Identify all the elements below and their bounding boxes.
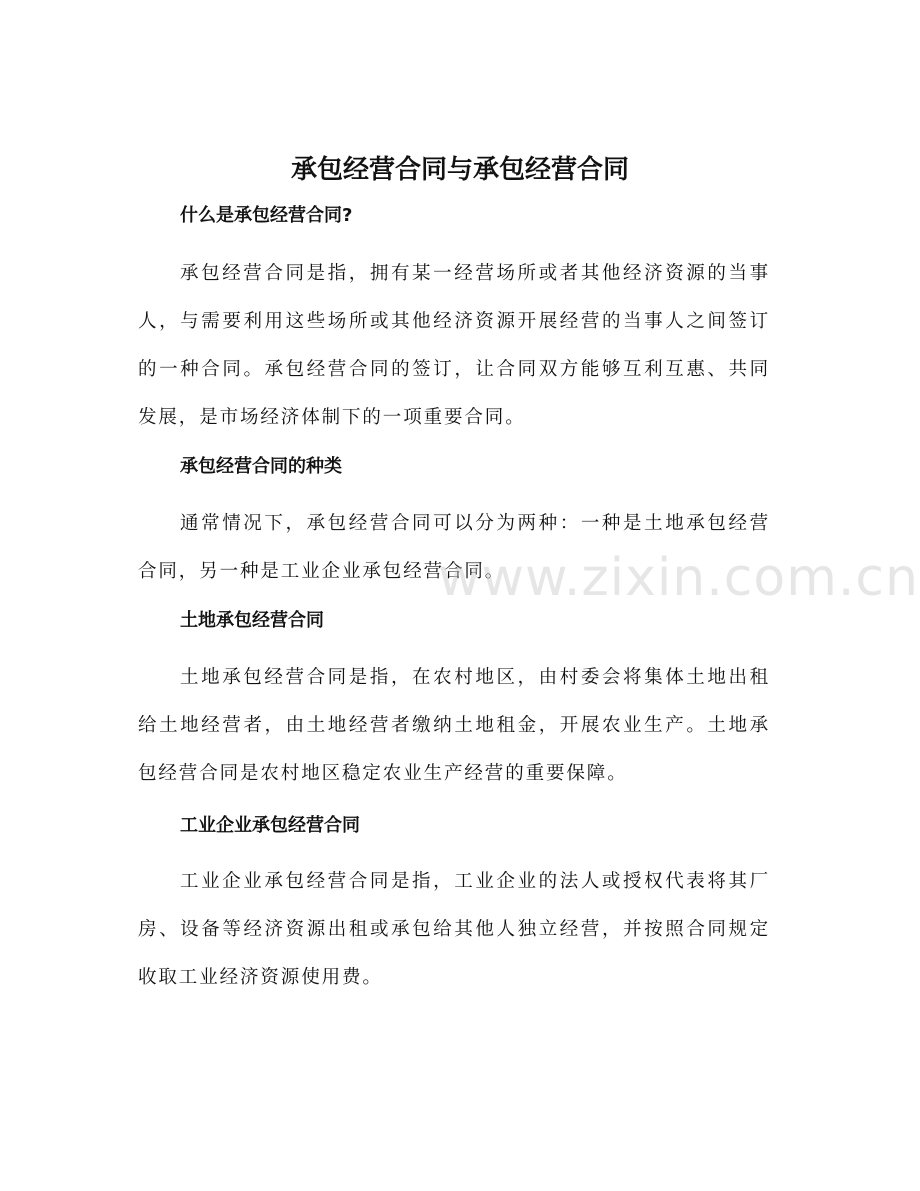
section-body-types: 通常情况下，承包经营合同可以分为两种：一种是土地承包经营合同，另一种是工业企业承包经营合同。 xyxy=(138,513,770,582)
section-body-what-is: 承包经营合同是指，拥有某一经营场所或者其他经济资源的当事人，与需要利用这些场所或其他经济资源开展经营的当事人之间签订的一种合同。承包经营合同的签订，让合同双方能够互利互惠、共同发展，是市场经济体制下的一项重要合同。 xyxy=(138,263,770,428)
watermark: www.zixin.com.cn xyxy=(438,548,919,608)
section-body-industrial: 工业企业承包经营合同是指，工业企业的法人或授权代表将其厂房、设备等经济资源出租或承包给其他人独立经营，并按照合同规定收取工业经济资源使用费。 xyxy=(138,871,770,988)
section-heading-industrial: 工业企业承包经营合同 xyxy=(180,815,360,836)
section-heading-what-is: 什么是承包经营合同? xyxy=(180,205,353,226)
section-heading-types: 承包经营合同的种类 xyxy=(180,456,342,477)
section-heading-land: 土地承包经营合同 xyxy=(180,610,324,631)
section-body-land: 土地承包经营合同是指，在农村地区，由村委会将集体土地出租给土地经营者，由土地经营者缴纳土地租金，开展农业生产。土地承包经营合同是农村地区稳定农业生产经营的重要保障。 xyxy=(138,667,770,784)
document-title: 承包经营合同与承包经营合同 xyxy=(290,155,629,185)
